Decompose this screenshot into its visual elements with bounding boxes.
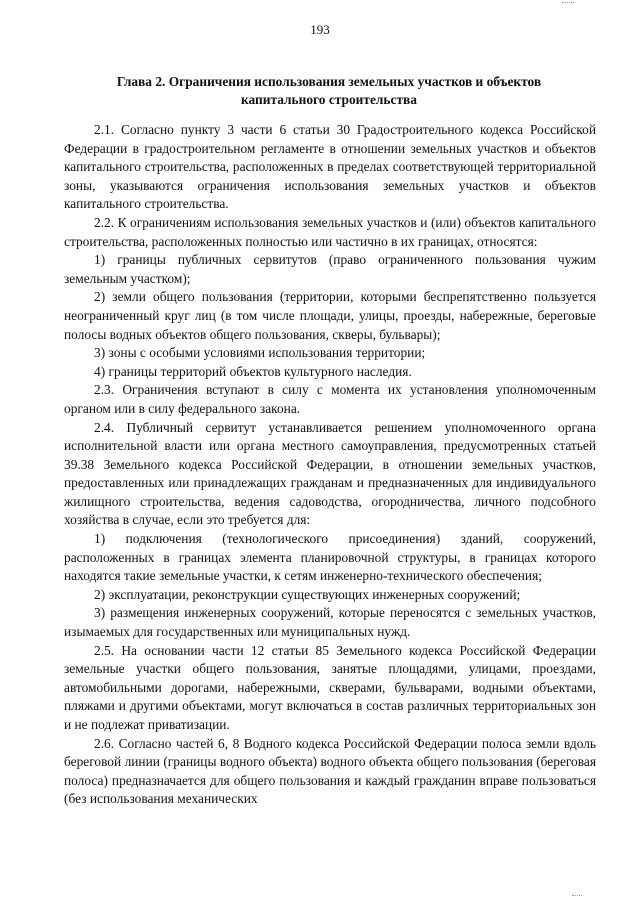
paragraph-2-6: 2.6. Согласно частей 6, 8 Водного кодекса Российской Федерации полоса земли вдоль береговой линии (границы водного объекта) водного объекта общего пользования (береговая полоса) предназначается для общего пользования и каждый гражданин вправе пользоваться (без использования механических [64,735,596,807]
list-item-2-2-2: 2) земли общего пользования (территории, которыми беспрепятственно пользуется неограниченный круг лиц (в том числе площади, улицы, проезды, набережные, береговые полосы водных объектов общего пользования, скверы, бульвары); [64,289,596,342]
page-number: 193 [310,22,330,37]
scan-mark-bottom [572,895,582,899]
list-item-2-4-2: 2) эксплуатации, реконструкции существующих инженерных сооружений; [94,586,521,602]
paragraph-2-4: 2.4. Публичный сервитут устанавливается решением уполномоченного органа исполнительной власти или органа местного самоуправления, предусмотренных статьей 39.38 Земельного кодекса Российской Федерации, в отношении земельных участков, предоставленных или принадлежащих гражданам и предназначенных для индивидуального жилищного строительства, ведения садоводства, огородничества, личного подсобного хозяйства в случае, если это требуется для: [64,419,596,528]
paragraph-2-2: 2.2. К ограничениям использования земельных участков и (или) объектов капитального строительства, расположенных полностью или частично в их границах, относятся: [64,214,596,249]
scan-mark [562,2,574,6]
chapter-title [64,73,594,109]
list-item-2-2-3: 3) зоны с особыми условиями использования территории; [94,345,426,361]
paragraph-2-3: 2.3. Ограничения вступают в силу с момента их установления уполномоченным органом или в силу федерального закона. [64,382,596,416]
list-item-2-2-1: 1) границы публичных сервитутов (право ограниченного пользования чужим земельным участком); [64,252,596,286]
document-body [64,121,596,809]
list-item-2-2-4: 4) границы территорий объектов культурного наследия. [94,363,412,379]
list-item-2-4-1: 1) подключения (технологического присоединения) зданий, сооружений, расположенных в границах элемента планировочной структуры, в границах которого находятся такие земельные участки, к сетям инженерно-технического обеспечения; [64,531,596,584]
chapter-title-line-1: Глава 2. Ограничения использования земельных участков и объектов [116,74,542,89]
paragraph-2-1: 2.1. Согласно пункту 3 части 6 статьи 30 Градостроительного кодекса Российской Федерации в градостроительном регламенте в отношении земельных участков и объектов капитального строительства, расположенных в пределах соответствующей территориальной зоны, указываются ограничения использования земельных участков и объектов капитального строительства. [64,122,596,212]
chapter-title-line-2: капитального строительства [241,92,417,107]
list-item-2-4-3: 3) размещения инженерных сооружений, которые переносятся с земельных участков, изымаемых для государственных или муниципальных нужд. [64,605,596,640]
paragraph-2-5: 2.5. На основании части 12 статьи 85 Земельного кодекса Российской Федерации земельные участки общего пользования, занятые площадями, улицами, проездами, автомобильными дорогами, набережными, скверами, бульварами, водными объектами, пляжами и другими объектами, могут включаться в состав различных территориальных зон и не подлежат приватизации. [64,642,596,732]
